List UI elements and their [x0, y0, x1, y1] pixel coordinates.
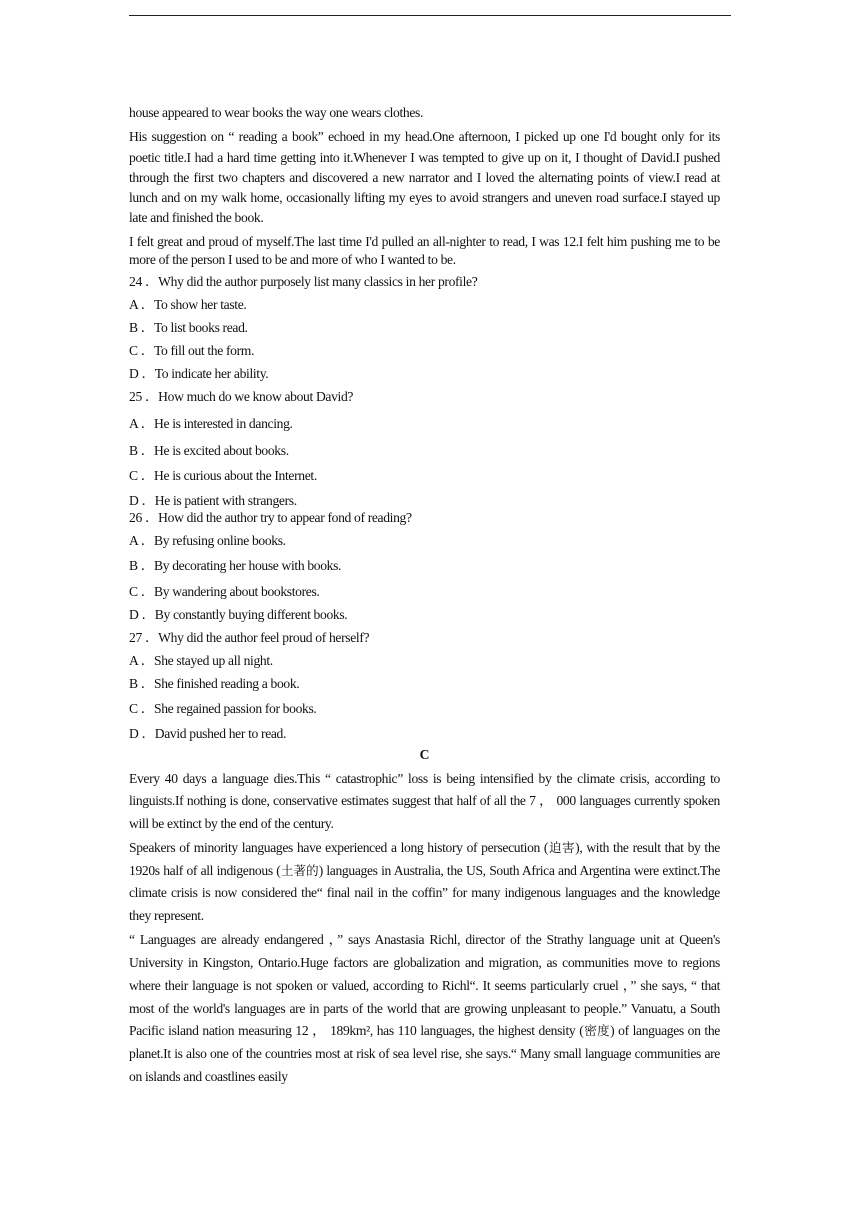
option-c: C ．He is curious about the Internet.	[129, 467, 317, 483]
text-run: ) languages in Australia, the US, South Africa and Argentina were extinct.The climate crisis is now considered the“ final nail in the coffin” for many indigenous languages and the knowledge they represent.	[129, 862, 720, 923]
question-stem: 24 ．Why did the author purposely list many classics in her profile?	[129, 273, 478, 289]
text-run: ) of languages on the planet.It is also one of the countries most at risk of sea level rise, she says.“ Many small language communities are on islands and coastlines easily	[129, 1023, 720, 1085]
question-stem: 25 ．How much do we know about David?	[129, 388, 354, 404]
chinese-gloss: 迫害	[548, 840, 576, 856]
chinese-gloss: 密度	[583, 1023, 611, 1039]
option-b: B ．She finished reading a book.	[129, 675, 300, 691]
question-24	[129, 272, 720, 384]
question-26	[129, 508, 720, 625]
question-25	[129, 387, 720, 511]
text-run: ), with the result that by the 1920s half of all indigenous (	[129, 840, 720, 878]
option-b: B ．By decorating her house with books.	[129, 557, 342, 573]
option-a: A ．By refusing online books.	[129, 532, 286, 548]
passage-c-paragraph	[129, 929, 720, 1089]
text-run: “ Languages are already endangered ，” says Anastasia Richl, director of the Strathy language unit at Queen's University in Kingston, Ontario.Huge factors are globalization and migration, as communities move to regions where their language is not spoken or valued, according to Richl“. It seems particularly cruel ，” she says, “ that most of the world's languages are in parts of the world that are growing unpleasant to people.” Vanuatu, a South Pacific island nation measuring 12 ， 189km², has 110 languages, the highest density (	[129, 932, 720, 1039]
option-d: D ．By constantly buying different books.	[129, 606, 348, 622]
passage-b-paragraph: I felt great and proud of myself.The last time I'd pulled an all-nighter to read, I was 12.I felt him pushing me to be more of the person I used to be and more of who I wanted to be.	[129, 233, 720, 268]
text-run: Speakers of minority languages have experienced a long history of persecution (	[129, 840, 549, 856]
passage-c-paragraph: Every 40 days a language dies.This “ catastrophic” loss is being intensified by the climate crisis, according to linguists.If nothing is done, conservative estimates suggest that half of all the 7 ， 000 languages currently spoken will be extinct by the end of the century.	[129, 770, 720, 831]
option-c: C ．She regained passion for books.	[129, 700, 317, 716]
option-d: D ．He is patient with strangers.	[129, 492, 297, 508]
option-c: C ．By wandering about bookstores.	[129, 583, 320, 599]
section-heading: C	[419, 746, 430, 762]
header-rule	[129, 15, 731, 16]
option-b: B ．To list books read.	[129, 319, 248, 335]
question-27	[129, 628, 720, 744]
option-d: D ．To indicate her ability.	[129, 365, 269, 381]
passage-c-paragraph	[129, 837, 720, 927]
chinese-gloss: 土著的	[280, 862, 319, 878]
question-stem: 27 ．Why did the author feel proud of herself?	[129, 629, 370, 645]
passage-b-paragraph: house appeared to wear books the way one wears clothes.	[129, 105, 424, 120]
option-a: A ．To show her taste.	[129, 296, 247, 312]
option-c: C ．To fill out the form.	[129, 342, 255, 358]
document-page	[129, 103, 720, 1089]
option-a: A ．He is interested in dancing.	[129, 415, 293, 431]
passage-b-paragraph: His suggestion on “ reading a book” echoed in my head.One afternoon, I picked up one I'd bought only for its poetic title.I had a hard time getting into it.Whenever I was tempted to give up on it, I thought of David.I pushed through the first two chapters and discovered a new narrator and I loved the alternating points of view.I read at lunch and on my walk home, occasionally lifting my eyes to avoid strangers and uneven road surface.I stayed up late and finished the book.	[129, 129, 720, 226]
option-d: D ．David pushed her to read.	[129, 725, 287, 741]
option-a: A ．She stayed up all night.	[129, 652, 273, 668]
question-stem: 26 ．How did the author try to appear fond of reading?	[129, 509, 412, 525]
option-b: B ．He is excited about books.	[129, 442, 289, 458]
